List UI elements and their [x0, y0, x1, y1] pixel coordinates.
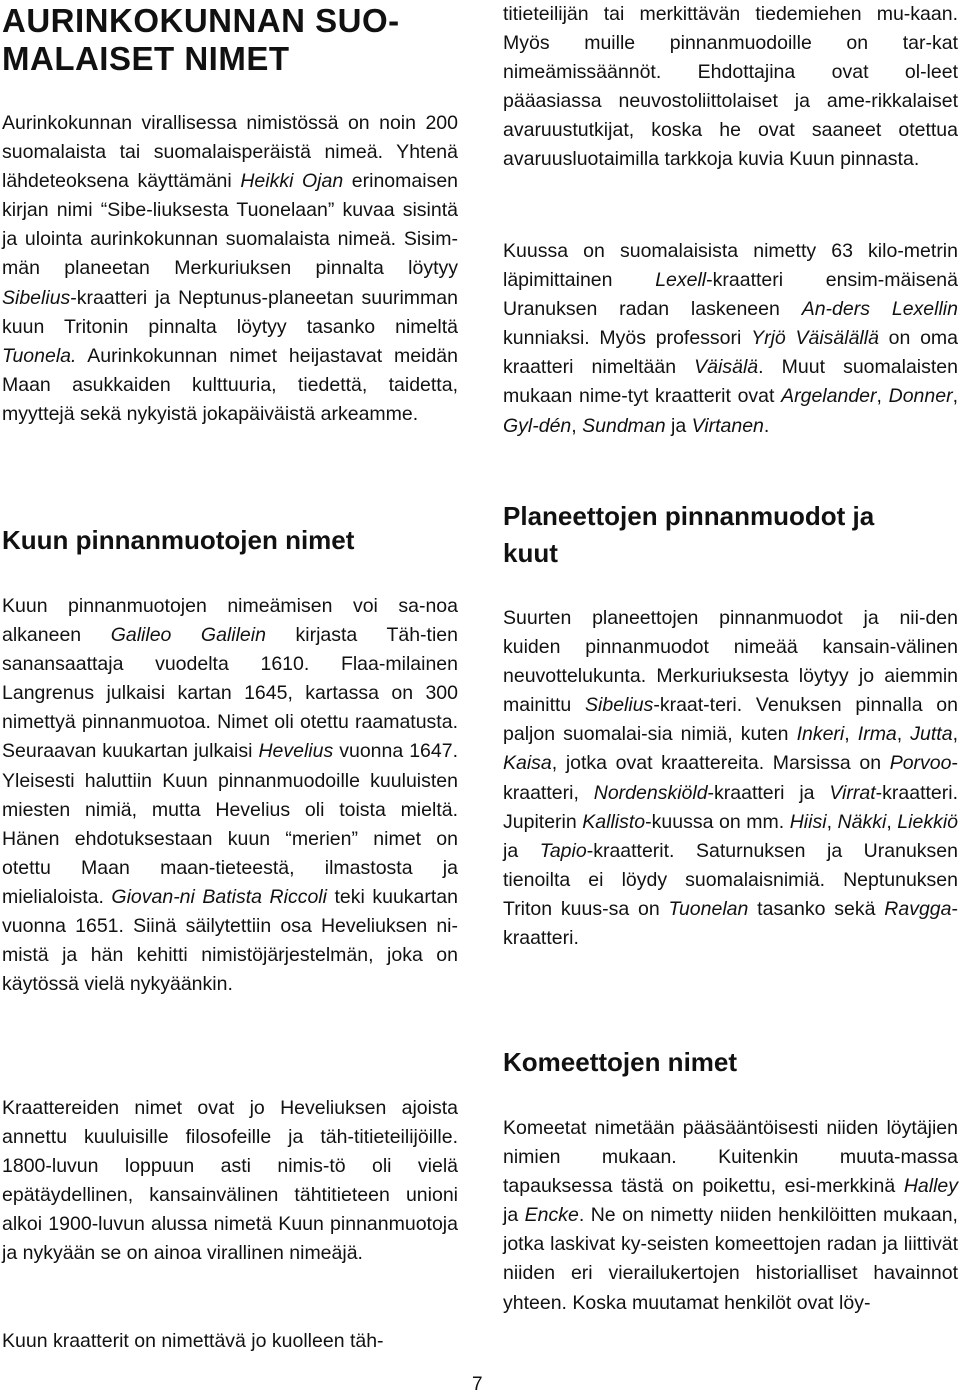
italic-name: Heikki Ojan — [240, 170, 344, 193]
italic-name: Gyl-dén — [503, 414, 572, 437]
italic-name: Porvoo — [889, 752, 952, 775]
text-run: -kraatteri. — [503, 897, 958, 950]
text-run: kirjasta Täh-tien sanansaattaja vuodelta 1610. Flaa-milainen Langrenus julkaisi kartan 1645, kartassa on 300 nimettyä pinnanmuotoa. Nimet oli otettu raamatusta. Seuraavan kuukartan julkaisi — [2, 624, 458, 763]
text-run: -kraatteri, — [503, 752, 958, 804]
italic-name: Tuonela. — [2, 344, 77, 367]
text-run: -kraatteri. Jupiterin — [503, 781, 958, 833]
italic-name: Ravgga — [884, 897, 952, 920]
italic-name: Virrat — [829, 781, 876, 804]
text-run: -kraatteri ja — [707, 781, 830, 804]
italic-name: Väisälä — [694, 356, 759, 379]
text-run: ja — [503, 1204, 525, 1227]
italic-name: Hiisi — [789, 810, 827, 833]
italic-name: Kallisto — [582, 810, 646, 833]
italic-name: Tapio — [539, 839, 587, 862]
main-heading-line-1: AURINKOKUNNAN SUO- — [2, 2, 400, 39]
text-run: , — [826, 810, 838, 833]
section-heading-comets: Komeettojen nimet — [503, 1047, 738, 1077]
text-run: , — [886, 810, 898, 833]
italic-name: Sibelius — [2, 286, 71, 309]
text-run: -kraatteri ja Neptunus-planeetan suurimman kuun Tritonin pinnalta löytyy tasanko nimeltä — [2, 286, 458, 338]
italic-name: Irma — [857, 723, 897, 746]
italic-name: Näkki — [837, 810, 887, 833]
text-run: -kuussa on mm. — [645, 810, 790, 833]
paragraph-finnish-craters — [503, 237, 958, 441]
main-heading-line-2: MALAISET NIMET — [2, 40, 290, 77]
italic-name: Tuonelan — [668, 897, 749, 920]
paragraph-comets — [503, 1114, 958, 1318]
paragraph-moon-history — [2, 592, 458, 999]
text-run: ja — [665, 414, 692, 437]
paragraph-text: Kraattereiden nimet ovat jo Heveliuksen ajoista annettu kuuluisille filosofeille ja täh-titieteilijöille. 1800-luvun loppuun asti nimis-tö oli vielä epätäydellinen, kansainvälinen tähtitieteen unioni alkoi 1900-luvun alussa nimetä Kuun pinnanmuotoja ja nykyään se on ainoa virallinen nimeäjä. — [2, 1097, 458, 1265]
text-run: . Muut suomalaisten mukaan nime-tyt kraatterit ovat — [503, 356, 958, 408]
italic-name: Sibelius — [585, 694, 654, 717]
text-run: Kuun pinnanmuotojen nimeämisen voi sa-noa alkaneen — [2, 595, 458, 647]
paragraph-craters — [2, 1094, 458, 1269]
italic-name: Halley — [903, 1175, 958, 1198]
italic-name: Giovan-ni Batista Riccoli — [111, 885, 327, 908]
paragraph-continuation — [503, 0, 958, 175]
italic-name: Nordenskiöld — [593, 781, 708, 804]
italic-name: Yrjö Väisälällä — [751, 327, 879, 350]
paragraph-planet-features — [503, 604, 958, 953]
heading-line-1: Planeettojen pinnanmuodot ja — [503, 501, 875, 531]
paragraph-intro — [2, 109, 458, 429]
italic-name: An-ders Lexellin — [801, 298, 958, 321]
text-run: Suurten planeettojen pinnanmuodot ja nii-den kuiden pinnanmuodot nimeää kansain-välinen neuvottelukunta. Merkuriuksesta löytyy jo aiemmin mainittu — [503, 607, 958, 717]
italic-name: Liekkiö — [897, 810, 958, 833]
section-heading-moon: Kuun pinnanmuotojen nimet — [2, 525, 355, 555]
text-run: tasanko sekä — [748, 897, 885, 920]
text-run: . Ne on nimetty niiden henkilöitten mukaan, jotka laskivat ky-seisten komeettojen radan ja liittivät niiden eri vierailukertojen historialliset havainnot yhteen. Koska muutamat henkilöt ovat löy- — [503, 1204, 958, 1314]
text-run: -kraatterit. Saturnuksen ja Uranuksen tienoilta ei löydy suomalaisnimiä. Neptunuksen Triton kuus-sa on — [503, 839, 958, 920]
italic-name: Lexell — [655, 269, 707, 292]
text-run: Komeetat nimetään pääsääntöisesti niiden löytäjien nimien mukaan. Kuitenkin muuta-massa tapauksessa tästä on poikettu, esi-merkkinä — [503, 1117, 958, 1198]
text-run: Aurinkokunnan nimet heijastavat meidän Maan asukkaiden kulttuuria, tiedettä, taidetta, myyttejä sekä nykyistä jokapäiväistä arkeamme. — [2, 344, 458, 425]
text-run: -kraat-teri. Venuksen pinnalla on paljon suomalai-sia nimiä, kuten — [503, 694, 958, 746]
text-run: Kuussa on suomalaisista nimetty 63 kilo-metrin läpimittainen — [503, 240, 958, 292]
text-run: -kraatteri ensim-mäisenä Uranuksen radan laskeneen — [503, 269, 958, 321]
text-run: on oma kraatteri nimeltään — [503, 327, 959, 379]
italic-name: Donner — [888, 385, 953, 408]
italic-name: Jutta — [910, 723, 953, 746]
italic-name: Virtanen — [691, 414, 764, 437]
italic-name: Argelander — [781, 385, 877, 408]
text-run: vuonna 1647. Yleisesti haluttiin Kuun pinnanmuodoille kuuluisten miesten nimiä, mutta Hevelius oli toista mieltä. Hänen ehdotuksestaan kuun “merien” nimet on otettu Maan maan-tieteestä, ilmastosta ja mielialoista. — [2, 740, 459, 908]
text-run: erinomaisen kirjan nimi “Sibe-liuksesta Tuonelaan” kuvaa sisintä ja ulointa aurinkokunnan suomalaista nimeä. Sisim-män planeetan Merkuriuksen pinnalta löytyy — [2, 170, 459, 280]
text-run: . — [763, 414, 770, 437]
paragraph-text: Kuun kraatterit on nimettävä jo kuolleen täh- — [2, 1330, 384, 1352]
text-run: , — [952, 723, 958, 746]
italic-name: Galileo Galilein — [110, 624, 266, 647]
section-heading-planets — [503, 498, 874, 572]
heading-line-2: kuut — [503, 538, 558, 568]
page-number: 7 — [472, 1374, 483, 1395]
text-run: kunniaksi. Myös professori — [503, 327, 752, 350]
text-run: , — [876, 385, 889, 408]
text-run: teki kuukartan vuonna 1651. Siinä säilytettiin osa Heveliuksen ni-mistä ja hän kehitti nimistöjärjestelmän, joka on käytössä vielä nykyäänkin. — [2, 885, 458, 996]
italic-name: Inkeri — [796, 723, 845, 746]
italic-name: Kaisa — [503, 752, 552, 775]
paragraph-text: titieteilijän tai merkittävän tiedemiehen mu-kaan. Myös muille pinnanmuodoille on tar-kat nimeämissäännöt. Ehdottajina ovat ol-leet pääasiassa neuvostoliittolaiset ja ame-rikkalaiset avaruustutkijat, koska he ovat saaneet otettua avaruusluotaimilla tarkkoja kuvia Kuun pinnasta. — [503, 3, 958, 171]
italic-name: Sundman — [582, 414, 666, 437]
text-run: , — [896, 723, 911, 746]
paragraph-continued — [2, 1327, 458, 1356]
italic-name: Encke — [524, 1204, 579, 1227]
main-heading — [2, 2, 400, 78]
text-run: , — [952, 385, 958, 408]
text-run: , jotka ovat kraattereita. Marsissa on — [551, 752, 890, 775]
text-run: Aurinkokunnan virallisessa nimistössä on noin 200 suomalaista tai suomalaisperäistä nimeä. Yhtenä lähdeteoksena käyttämäni — [2, 112, 458, 193]
text-run: , — [844, 723, 858, 746]
text-run: ja — [503, 839, 540, 862]
text-run: , — [571, 414, 583, 437]
italic-name: Hevelius — [258, 740, 334, 763]
